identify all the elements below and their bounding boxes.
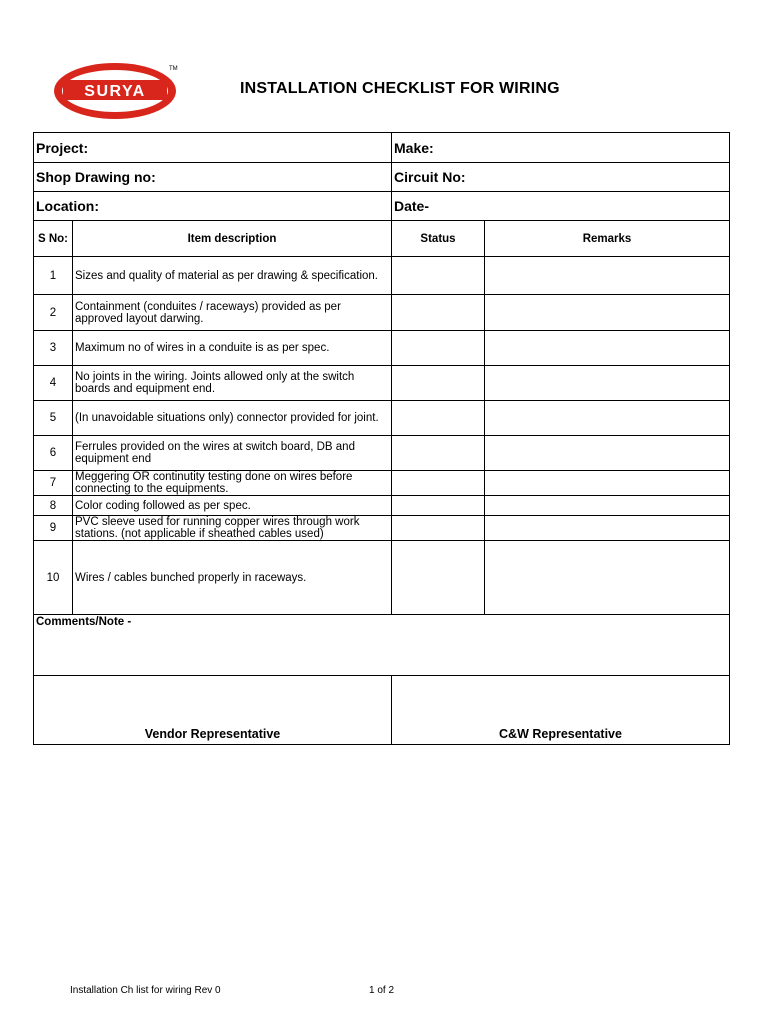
- row-number: 6: [34, 436, 73, 471]
- table-row: [34, 496, 730, 516]
- status-header: Status: [392, 221, 485, 257]
- item-description-header: Item description: [73, 221, 392, 257]
- location-label: Location:: [34, 192, 392, 221]
- status-cell[interactable]: [392, 366, 485, 401]
- project-label: Project:: [34, 133, 392, 163]
- row-number: 9: [34, 516, 73, 541]
- svg-text:SURYA: SURYA: [84, 83, 146, 100]
- item-description: (In unavoidable situations only) connector provided for joint.: [73, 401, 392, 436]
- row-number: 7: [34, 471, 73, 496]
- item-description: Sizes and quality of material as per drawing & specification.: [73, 257, 392, 295]
- circuit-label: Circuit No:: [392, 163, 730, 192]
- date-label: Date-: [392, 192, 730, 221]
- item-description: Meggering OR continutity testing done on wires before connecting to the equipments.: [73, 471, 392, 496]
- remarks-header: Remarks: [485, 221, 730, 257]
- item-description: Maximum no of wires in a conduite is as per spec.: [73, 331, 392, 366]
- remarks-cell[interactable]: [485, 257, 730, 295]
- vendor-signature-box[interactable]: [34, 676, 392, 745]
- item-description: PVC sleeve used for running copper wires through work stations. (not applicable if sheathed cables used): [73, 516, 392, 541]
- comments-label: Comments/Note -: [36, 616, 132, 628]
- row-number: 10: [34, 541, 73, 615]
- remarks-cell[interactable]: [485, 295, 730, 331]
- table-row: [34, 541, 730, 615]
- signature-row: [34, 676, 730, 745]
- table-row: [34, 295, 730, 331]
- row-number: 4: [34, 366, 73, 401]
- remarks-cell[interactable]: [485, 401, 730, 436]
- checklist-table: [33, 132, 730, 745]
- vendor-representative-label: Vendor Representative: [144, 727, 281, 741]
- comments-note-field[interactable]: [34, 615, 730, 676]
- table-row: [34, 471, 730, 496]
- table-row: [34, 366, 730, 401]
- cw-signature-box[interactable]: [392, 676, 730, 745]
- status-cell[interactable]: [392, 331, 485, 366]
- cw-representative-label: C&W Representative: [499, 727, 622, 741]
- status-cell[interactable]: [392, 496, 485, 516]
- svg-text:TM: TM: [169, 66, 178, 72]
- remarks-cell[interactable]: [485, 471, 730, 496]
- footer-page-number: 1 of 2: [369, 985, 395, 996]
- remarks-cell[interactable]: [485, 436, 730, 471]
- page-title: INSTALLATION CHECKLIST FOR WIRING: [240, 80, 560, 97]
- shop-drawing-label: Shop Drawing no:: [34, 163, 392, 192]
- status-cell[interactable]: [392, 471, 485, 496]
- item-description: Ferrules provided on the wires at switch board, DB and equipment end: [73, 436, 392, 471]
- footer-document-name: Installation Ch list for wiring Rev 0: [70, 985, 221, 996]
- header-row-project: [34, 133, 730, 163]
- remarks-cell[interactable]: [485, 541, 730, 615]
- status-cell[interactable]: [392, 541, 485, 615]
- surya-logo: [53, 60, 179, 120]
- row-number: 1: [34, 257, 73, 295]
- item-description: Wires / cables bunched properly in raceways.: [73, 541, 392, 615]
- row-number: 5: [34, 401, 73, 436]
- table-row: [34, 257, 730, 295]
- column-header-row: [34, 221, 730, 257]
- row-number: 2: [34, 295, 73, 331]
- table-row: [34, 401, 730, 436]
- item-description: Containment (conduites / raceways) provided as per approved layout darwing.: [73, 295, 392, 331]
- status-cell[interactable]: [392, 295, 485, 331]
- status-cell[interactable]: [392, 516, 485, 541]
- item-description: No joints in the wiring. Joints allowed only at the switch boards and equipment end.: [73, 366, 392, 401]
- row-number: 8: [34, 496, 73, 516]
- remarks-cell[interactable]: [485, 366, 730, 401]
- status-cell[interactable]: [392, 257, 485, 295]
- status-cell[interactable]: [392, 401, 485, 436]
- header-row-drawing: [34, 163, 730, 192]
- status-cell[interactable]: [392, 436, 485, 471]
- table-row: [34, 516, 730, 541]
- item-description: Color coding followed as per spec.: [73, 496, 392, 516]
- comments-row: [34, 615, 730, 676]
- header-row-location: [34, 192, 730, 221]
- sno-header: S No:: [34, 221, 73, 257]
- table-row: [34, 436, 730, 471]
- make-label: Make:: [392, 133, 730, 163]
- remarks-cell[interactable]: [485, 496, 730, 516]
- remarks-cell[interactable]: [485, 516, 730, 541]
- row-number: 3: [34, 331, 73, 366]
- remarks-cell[interactable]: [485, 331, 730, 366]
- table-row: [34, 331, 730, 366]
